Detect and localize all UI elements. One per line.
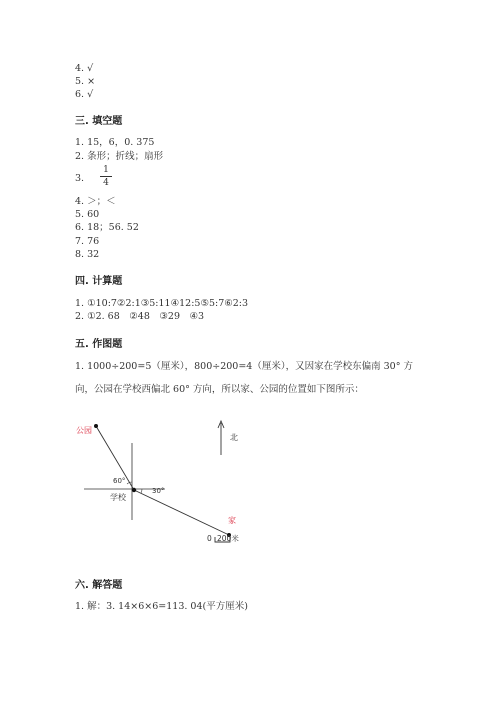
answer-line: 7. 76 [75,236,100,247]
answer-line: 向，公园在学校西偏北 60° 方向，所以家、公园的位置如下图所示： [75,384,364,395]
park-point [94,424,98,428]
park-label: 公园 [76,426,92,435]
school-to-home-line [134,490,229,535]
answer-line: 8. 32 [75,249,100,260]
answer-line: 2. ①2. 68 ②48 ③29 ④3 [75,311,205,322]
section-heading-calculation: 四. 计算题 [75,276,123,287]
answer-line: 1. 15，6，0. 375 [75,137,155,148]
answer-line: 1. 1000÷200=5（厘米），800÷200=4（厘米），又因家在学校东偏南 30° 方 [75,361,413,372]
angle-30-arc [141,489,142,493]
section-heading-solution: 六. 解答题 [75,580,123,591]
fraction-numerator: 1 [103,165,109,175]
answer-line: 4. ＞；＜ [75,196,116,207]
answer-line: 5. 60 [75,209,100,220]
answer-line: 2. 条形；折线；扇形 [75,151,164,162]
fraction-denominator: 4 [103,178,109,188]
section-heading-drawing: 五. 作图题 [75,339,123,350]
angle-60-label: 60° [113,477,126,485]
scale-zero-label: 0 [207,534,212,543]
school-label: 学校 [110,493,126,502]
north-label: 北 [230,433,238,442]
answer-line: 3. [75,173,85,184]
answer-line: 1. ①10:7②2:1③5:11④12:5⑤5:7⑥2:3 [75,298,249,309]
home-label: 家 [228,516,236,525]
scale-length-label: 200米 [217,534,239,543]
angle-30-label: 30° [152,487,165,495]
school-point [132,488,136,492]
section-heading-fill-in: 三. 填空题 [75,116,123,127]
answer-line: 4. √ [75,63,94,74]
answer-line: 1. 解：3. 14×6×6=113. 04(平方厘米) [75,601,248,612]
answer-line: 6. √ [75,89,94,100]
answer-line: 5. × [75,76,96,87]
answer-line: 6. 18；56. 52 [75,222,139,233]
